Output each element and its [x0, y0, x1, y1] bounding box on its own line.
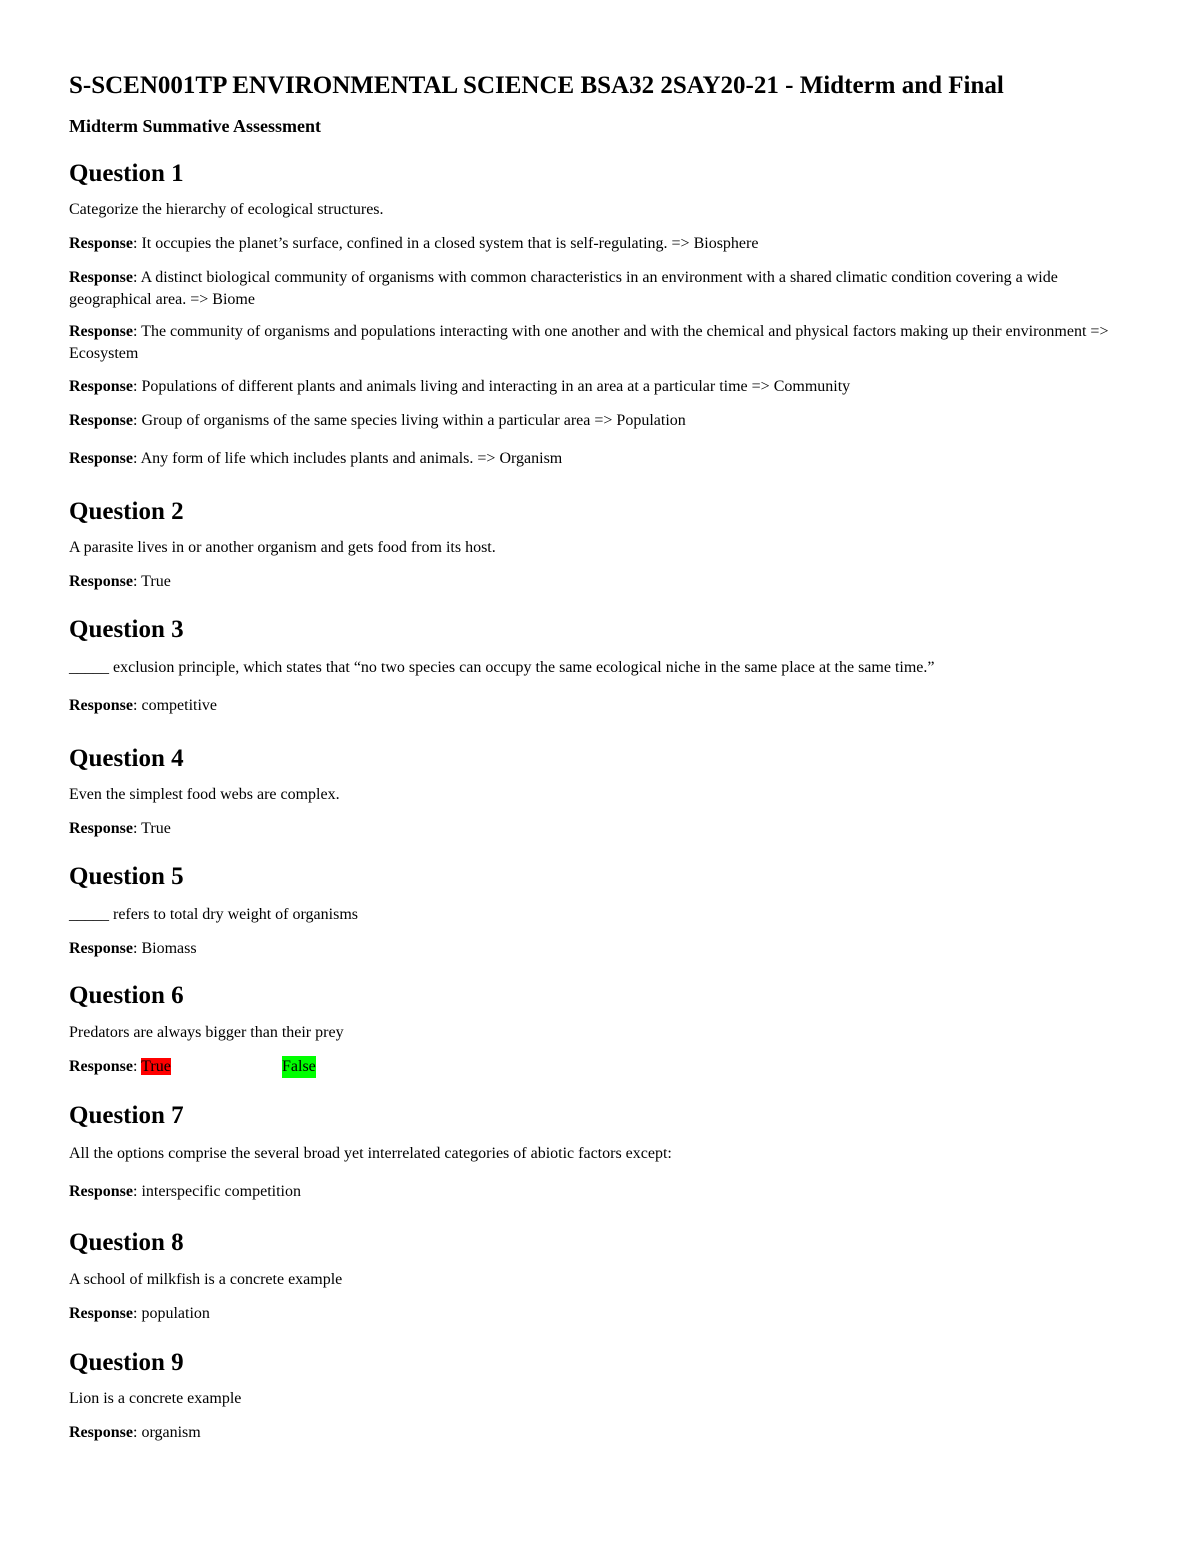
response-label: Response — [69, 573, 134, 590]
question-3-text — [69, 657, 1131, 679]
question-9-text: Lion is a concrete example — [69, 1390, 242, 1407]
question-6-response: Response: True False — [69, 1056, 1131, 1078]
wrong-option-highlight: True — [141, 1058, 171, 1075]
question-4-response: Response: True — [69, 820, 171, 837]
question-5-response: Response: Biomass — [69, 940, 197, 957]
blank-line: _____ — [69, 906, 109, 923]
question-4-text: Even the simplest food webs are complex. — [69, 786, 340, 803]
question-9-heading: Question 9 — [69, 1349, 184, 1376]
question-2-heading: Question 2 — [69, 498, 184, 525]
response-label: Response — [69, 450, 134, 467]
response-label: Response — [69, 940, 134, 957]
correct-option-highlight: False — [282, 1056, 316, 1078]
question-2-text: A parasite lives in or another organism and gets food from its host. — [69, 539, 496, 556]
question-8-response: Response: population — [69, 1305, 210, 1322]
question-9-response: Response: organism — [69, 1424, 201, 1441]
question-1-heading: Question 1 — [69, 160, 184, 187]
question-6-text: Predators are always bigger than their prey — [69, 1024, 344, 1041]
response-value: Biomass — [141, 940, 197, 957]
response-value: interspecific competition — [141, 1183, 301, 1200]
response-value: population — [141, 1305, 210, 1322]
response-label: Response — [69, 1305, 134, 1322]
question-1-response-1: Response: It occupies the planet’s surface, confined in a closed system that is self-regulating. => Biosphere — [69, 235, 759, 252]
question-3-response: Response: competitive — [69, 697, 217, 714]
question-7-heading: Question 7 — [69, 1102, 184, 1129]
question-1-response-5: Response: Group of organisms of the same species living within a particular area => Population — [69, 412, 686, 429]
response-value: Any form of life which includes plants and animals. => Organism — [140, 450, 563, 467]
document-subtitle: Midterm Summative Assessment — [69, 116, 321, 136]
question-5-heading: Question 5 — [69, 863, 184, 890]
question-3-heading: Question 3 — [69, 616, 184, 643]
response-value: competitive — [141, 697, 217, 714]
response-label: Response — [69, 412, 134, 429]
question-1-text: Categorize the hierarchy of ecological structures. — [69, 201, 384, 218]
response-label: Response — [69, 1183, 134, 1200]
response-value: organism — [141, 1424, 201, 1441]
question-1-response-3: Response: The community of organisms and populations interacting with one another and with the chemical and physical factors making up their environment => Ecosystem — [69, 323, 1109, 362]
question-8-text: A school of milkfish is a concrete example — [69, 1271, 343, 1288]
response-value: True — [141, 573, 171, 590]
response-label: Response — [69, 820, 134, 837]
question-7-response: Response: interspecific competition — [69, 1183, 301, 1200]
response-value: True — [141, 820, 171, 837]
question-3-statement: exclusion principle, which states that “no two species can occupy the same ecological niche in the same place at the same time.” — [109, 659, 935, 676]
question-5-text — [69, 904, 1131, 926]
question-1-response-4: Response: Populations of different plants and animals living and interacting in an area at a particular time => Community — [69, 378, 851, 395]
response-value: Group of organisms of the same species living within a particular area => Population — [141, 412, 686, 429]
question-5-statement: refers to total dry weight of organisms — [109, 906, 358, 923]
question-1-response-2: Response: A distinct biological community of organisms with common characteristics in an environment with a shared climatic condition covering a wide geographical area. => Biome — [69, 269, 1058, 308]
question-4-heading: Question 4 — [69, 745, 184, 772]
response-label: Response — [69, 269, 134, 286]
blank-line: _____ — [69, 659, 109, 676]
question-8-heading: Question 8 — [69, 1229, 184, 1256]
response-label: Response — [69, 235, 134, 252]
response-label: Response — [69, 1058, 134, 1075]
response-value: A distinct biological community of organisms with common characteristics in an environment with a shared climatic condition covering a wide geographical area. => Biome — [69, 269, 1058, 308]
response-label: Response — [69, 697, 134, 714]
response-value: It occupies the planet’s surface, confined in a closed system that is self-regulating. => Biosphere — [141, 235, 759, 252]
question-6-heading: Question 6 — [69, 982, 184, 1009]
question-1-response-6: Response: Any form of life which includes plants and animals. => Organism — [69, 450, 563, 467]
question-2-response: Response: True — [69, 573, 171, 590]
response-value: The community of organisms and populations interacting with one another and with the chemical and physical factors making up their environment => Ecosystem — [69, 323, 1109, 362]
response-label: Response — [69, 323, 134, 340]
response-label: Response — [69, 378, 134, 395]
response-label: Response — [69, 1424, 134, 1441]
response-value: Populations of different plants and animals living and interacting in an area at a particular time => Community — [141, 378, 851, 395]
document-title: S-SCEN001TP ENVIRONMENTAL SCIENCE BSA32 2SAY20-21 - Midterm and Final — [69, 72, 1004, 99]
question-7-text: All the options comprise the several broad yet interrelated categories of abiotic factors except: — [69, 1145, 672, 1162]
